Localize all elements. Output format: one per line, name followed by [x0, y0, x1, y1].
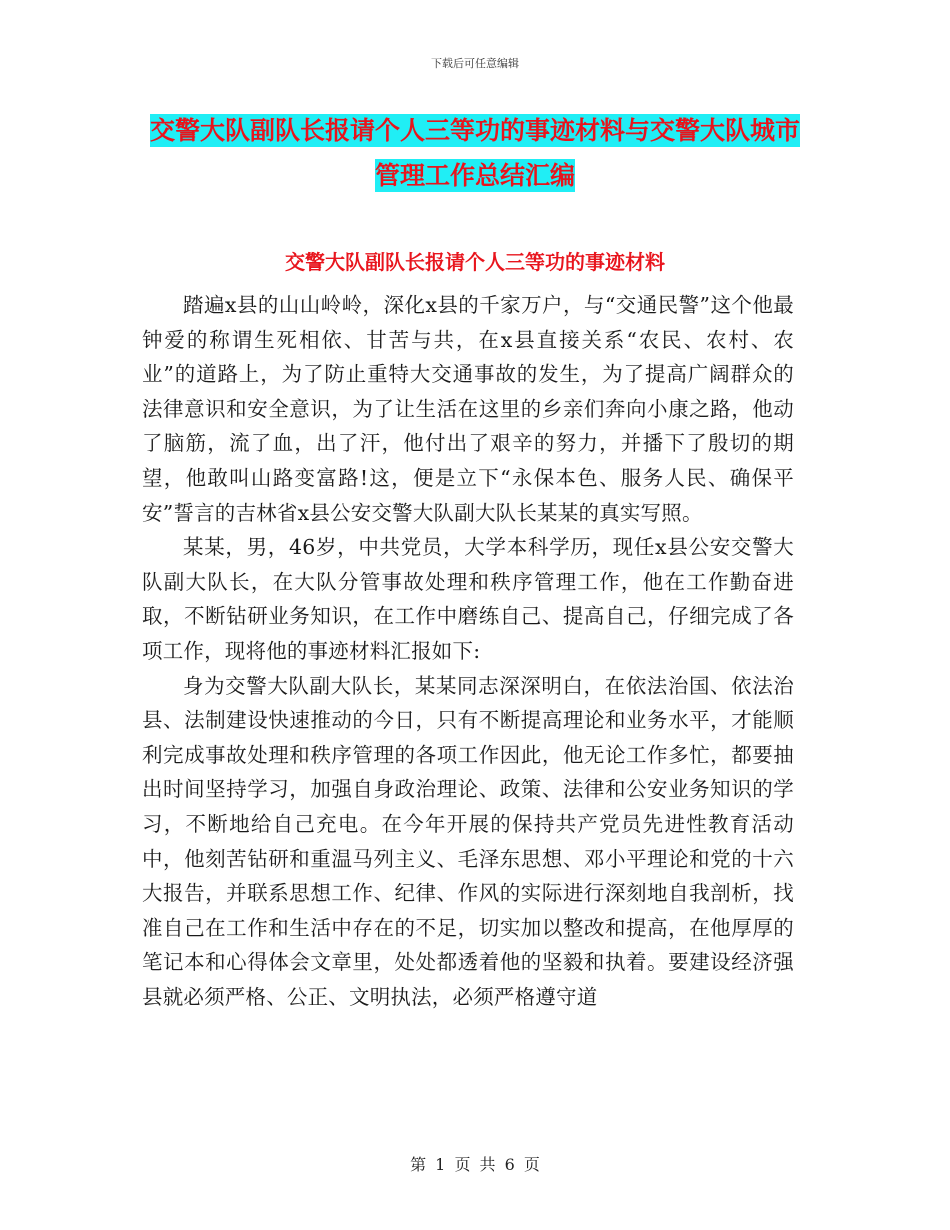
document-title	[140, 108, 810, 198]
paragraph: 身为交警大队副大队长，某某同志深深明白，在依法治国、依法治县、法制建设快速推动的今日，只有不断提高理论和业务水平，才能顺利完成事故处理和秩序管理的各项工作因此，他无论工作多忙，都要抽出时间坚持学习，加强自身政治理论、政策、法律和公安业务知识的学习，不断地给自己充电。在今年开展的保持共产党员先进性教育活动中，他刻苦钻研和重温马列主义、毛泽东思想、邓小平理论和党的十六大报告，并联系思想工作、纪律、作风的实际进行深刻地自我剖析，找准自己在工作和生活中存在的不足，切实加以整改和提高，在他厚厚的笔记本和心得体会文章里，处处都透着他的坚毅和执着。要建设经济强县就必须严格、公正、文明执法，必须严格遵守道	[142, 673, 794, 1009]
section-title: 交警大队副队长报请个人三等功的事迹材料	[285, 250, 665, 274]
paragraph: 踏遍x县的山山岭岭，深化x县的千家万户，与“交通民警”这个他最钟爱的称谓生死相依、甘苦与共，在x县直接关系“农民、农村、农业”的道路上，为了防止重特大交通事故的发生，为了提高广阔群众的法律意识和安全意识，为了让生活在这里的乡亲们奔向小康之路，他动了脑筋，流了血，出了汗，他付出了艰辛的努力，并播下了殷切的期望，他敢叫山路变富路!这，便是立下“永保本色、服务人民、确保平安”誓言的吉林省x县公安交警大队副大队长某某的真实写照。	[142, 293, 794, 525]
paragraph: 某某，男，46岁，中共党员，大学本科学历，现任x县公安交警大队副大队长，在大队分管事故处理和秩序管理工作，他在工作勤奋进取，不断钻研业务知识，在工作中磨练自己、提高自己，仔细完成了各项工作，现将他的事迹材料汇报如下:	[142, 535, 794, 663]
document-body	[142, 288, 794, 1014]
page-number: 第 1 页 共 6 页	[410, 1155, 540, 1174]
page-header-note: 下载后可任意编辑	[431, 57, 519, 70]
document-title-text: 交警大队副队长报请个人三等功的事迹材料与交警大队城市管理工作总结汇编	[149, 116, 800, 190]
